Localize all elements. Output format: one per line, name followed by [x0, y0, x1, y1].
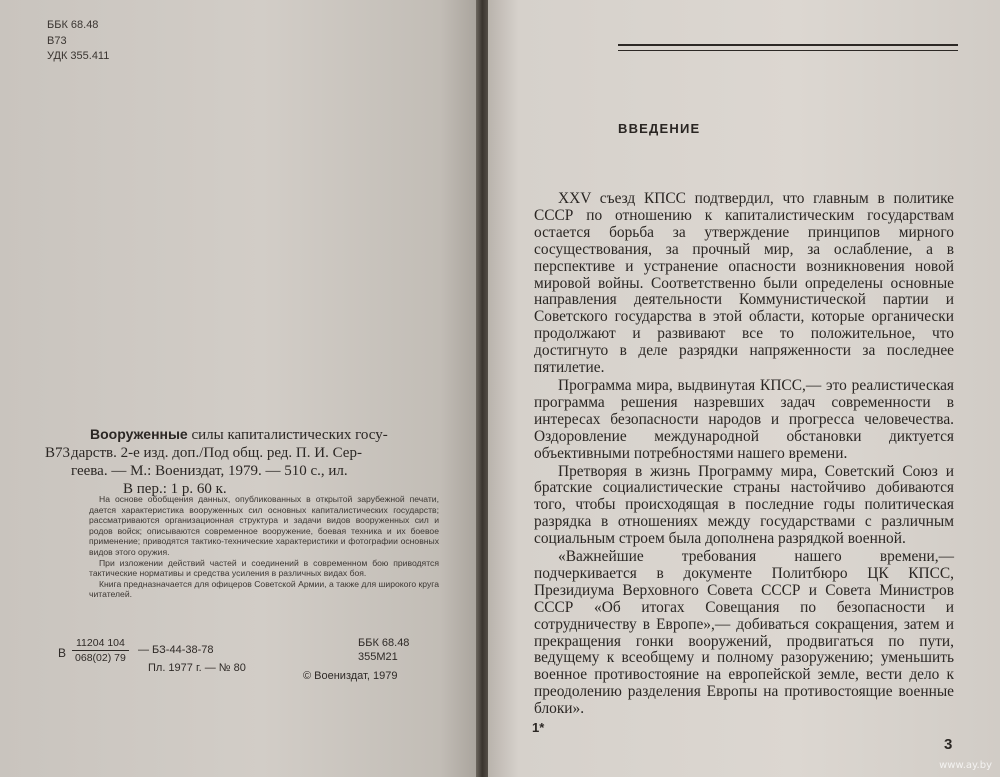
annotation: [89, 494, 439, 600]
colophon-fraction: [72, 636, 129, 665]
chapter-heading: ВВЕДЕНИЕ: [618, 121, 701, 136]
biblio-price: В пер.: 1 р. 60 к.: [123, 481, 227, 497]
chapter-body: [534, 191, 954, 718]
body-paragraph: XXV съезд КПСС подтвердил, что главным в политике СССР по отношению к капиталистическим государствам остается борьба за утверждение принципов мирного сосуществования, за прочный мир, за ослабление, а в перспективе и устранение опасности возникновения новой мировой войны. Соответственно были определены основные направления деятельности Коммунистической партии и Советского государства в этой области, которые органически продолжают и развивают все то положительное, что достигнуто в деле разрядки напряженности за последнее пятилетие.: [534, 190, 954, 377]
colophon-letter: В: [58, 646, 67, 660]
header-rule-thin: [618, 50, 958, 51]
signature-mark: 1*: [532, 720, 545, 735]
left-page: [0, 0, 478, 777]
classification-codes: [47, 18, 109, 65]
biblio-code: В73: [45, 445, 71, 461]
body-paragraph: Программа мира, выдвинутая КПСС,— это реалистическая программа решения назревших задач современности в интересах безопасности народов и прогресса человечества. Оздоровление международной обстановки диктуется объективными потребностями нашего времени.: [534, 376, 954, 462]
annotation-paragraph: Книга предназначается для офицеров Советской Армии, а также для широкого круга читателей.: [89, 578, 439, 600]
body-paragraph: Претворяя в жизнь Программу мира, Советский Союз и братские социалистические страны настойчиво добиваются того, чтобы происходящая в последние годы политическая разрядка в отношениях между государствами с различным социальным строем была дополнена разрядкой военной.: [534, 462, 954, 548]
page-number: 3: [944, 736, 953, 753]
author-mark-code: В73: [47, 34, 67, 47]
right-page: [488, 0, 1000, 777]
biblio-line-3: геева. — М.: Воениздат, 1979. — 510 с., ил.: [71, 463, 348, 479]
fraction-denominator: 068(02) 79: [75, 652, 126, 664]
watermark: www.ay.by: [939, 760, 992, 771]
biblio-title-rest: силы капиталистических госу-: [187, 427, 388, 443]
colophon-dash-code: — БЗ-44-38-78: [138, 644, 214, 656]
biblio-line-2-text: дарств. 2-е изд. доп./Под общ. ред. П. И. Сер-: [71, 445, 362, 461]
colophon-bbk-sub: 355М21: [358, 651, 398, 663]
udk-code: УДК 355.411: [47, 50, 110, 62]
biblio-line-2: [45, 444, 440, 462]
colophon-bbk-code: ББК 68.48: [358, 637, 410, 649]
biblio-line-1: [45, 425, 440, 444]
body-paragraph: «Важнейшие требования нашего времени,— подчеркивается в документе Политбюро ЦК КПСС, Президиума Верховного Совета СССР и Совета Министров СССР «Об итогах Совещания по безопасности и сотрудничеству в Европе»,— добиваться сокращения, затем и прекращения гонки вооружений, продвигаться по пути, ведущему к всеобщему и полному разоружению; уменьшить военное противостояние на европейской земле, вести дело к преодолению разделения Европы на противостоящие военные блоки».: [534, 548, 954, 718]
bbk-code: ББК 68.48: [47, 19, 99, 31]
annotation-paragraph: На основе обобщения данных, опубликованных в открытой зарубежной печати, дается характеристика вооруженных сил основных капиталистических государств; рассматриваются организационная структура и задачи видов вооруженных сил и родов войск; описываются современное вооружение, боевая техника и их боевое применение; приводятся тактико-технические характеристики и фотографии основных видов этого оружия.: [89, 494, 439, 557]
annotation-paragraph: При изложении действий частей и соединений в современном бою приводятся тактические нормативы и средства усиления в различных видах боя.: [89, 557, 439, 579]
colophon: [58, 636, 438, 696]
colophon-bbk: [358, 636, 409, 664]
header-rule-thick: [618, 44, 958, 46]
fraction-numerator: 11204 104: [72, 636, 129, 651]
colophon-copyright: © Воениздат, 1979: [303, 670, 398, 682]
biblio-title-bold: Вооруженные: [90, 426, 188, 442]
bibliographic-record: [45, 425, 440, 498]
colophon-plan: Пл. 1977 г. — № 80: [148, 662, 246, 674]
